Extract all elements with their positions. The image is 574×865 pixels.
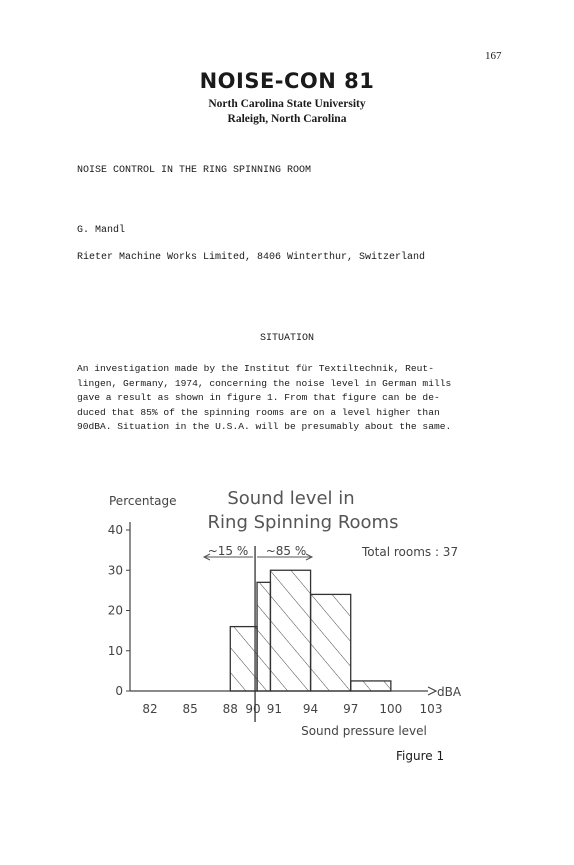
x-axis-label: Sound pressure level (301, 724, 427, 738)
body-line: lingen, Germany, 1974, concerning the noise level in German mills (77, 377, 452, 389)
body-line: duced that 85% of the spinning rooms are on a level higher than (77, 406, 440, 418)
section-heading: SITUATION (259, 333, 314, 344)
conference-venue (0, 97, 574, 127)
x-axis-arrow (428, 687, 436, 695)
conference-title: NOISE-CON 81 (199, 69, 375, 93)
annotation-left-percent: ~15 % (207, 544, 249, 558)
body-line: 90dBA. Situation in the U.S.A. will be presumably about the same. (77, 421, 452, 433)
x-axis-unit: dBA (437, 685, 462, 699)
page-number: 167 (485, 50, 502, 62)
histogram-bar (351, 681, 391, 691)
x-tick-label: 90 (245, 702, 261, 716)
histogram-bar (311, 594, 351, 691)
venue-line-1: North Carolina State University (208, 98, 366, 110)
y-axis-label: Percentage (109, 494, 177, 508)
body-paragraph (77, 362, 507, 435)
x-tick-label: 91 (266, 702, 283, 716)
chart-title-line-2: Ring Spinning Rooms (207, 512, 399, 533)
annotation-total-rooms: Total rooms : 37 (362, 545, 459, 559)
y-tick-label: 0 (115, 684, 123, 698)
histogram-bar (257, 582, 270, 691)
x-tick-label: 100 (379, 702, 403, 716)
paper-title: NOISE CONTROL IN THE RING SPINNING ROOM (77, 165, 312, 176)
figure-caption: Figure 1 (396, 749, 445, 763)
chart-title-line-1: Sound level in (227, 488, 355, 509)
x-tick-label: 97 (343, 702, 359, 716)
body-line: An investigation made by the Institut für Textiltechnik, Reut- (77, 363, 434, 374)
y-tick-label: 10 (107, 643, 123, 658)
body-line: gave a result as shown in figure 1. From that figure can be de- (77, 392, 440, 404)
affiliation: Rieter Machine Works Limited, 8406 Winterthur, Switzerland (77, 252, 426, 263)
annotation-right-percent: ~85 % (265, 544, 307, 558)
y-tick-label: 20 (107, 603, 123, 618)
y-tick-label: 30 (107, 563, 123, 578)
venue-line-2: Raleigh, North Carolina (227, 113, 347, 125)
x-tick-label: 88 (222, 702, 238, 716)
histogram-bar (270, 570, 310, 691)
y-tick-label: 40 (107, 523, 123, 537)
x-tick-label: 94 (302, 702, 319, 716)
author: G. Mandl (77, 225, 126, 236)
figure-chart (0, 480, 574, 750)
x-tick-label: 103 (419, 702, 443, 716)
histogram-bar (230, 627, 257, 691)
x-tick-label: 82 (142, 702, 158, 716)
x-tick-label: 85 (182, 702, 198, 716)
